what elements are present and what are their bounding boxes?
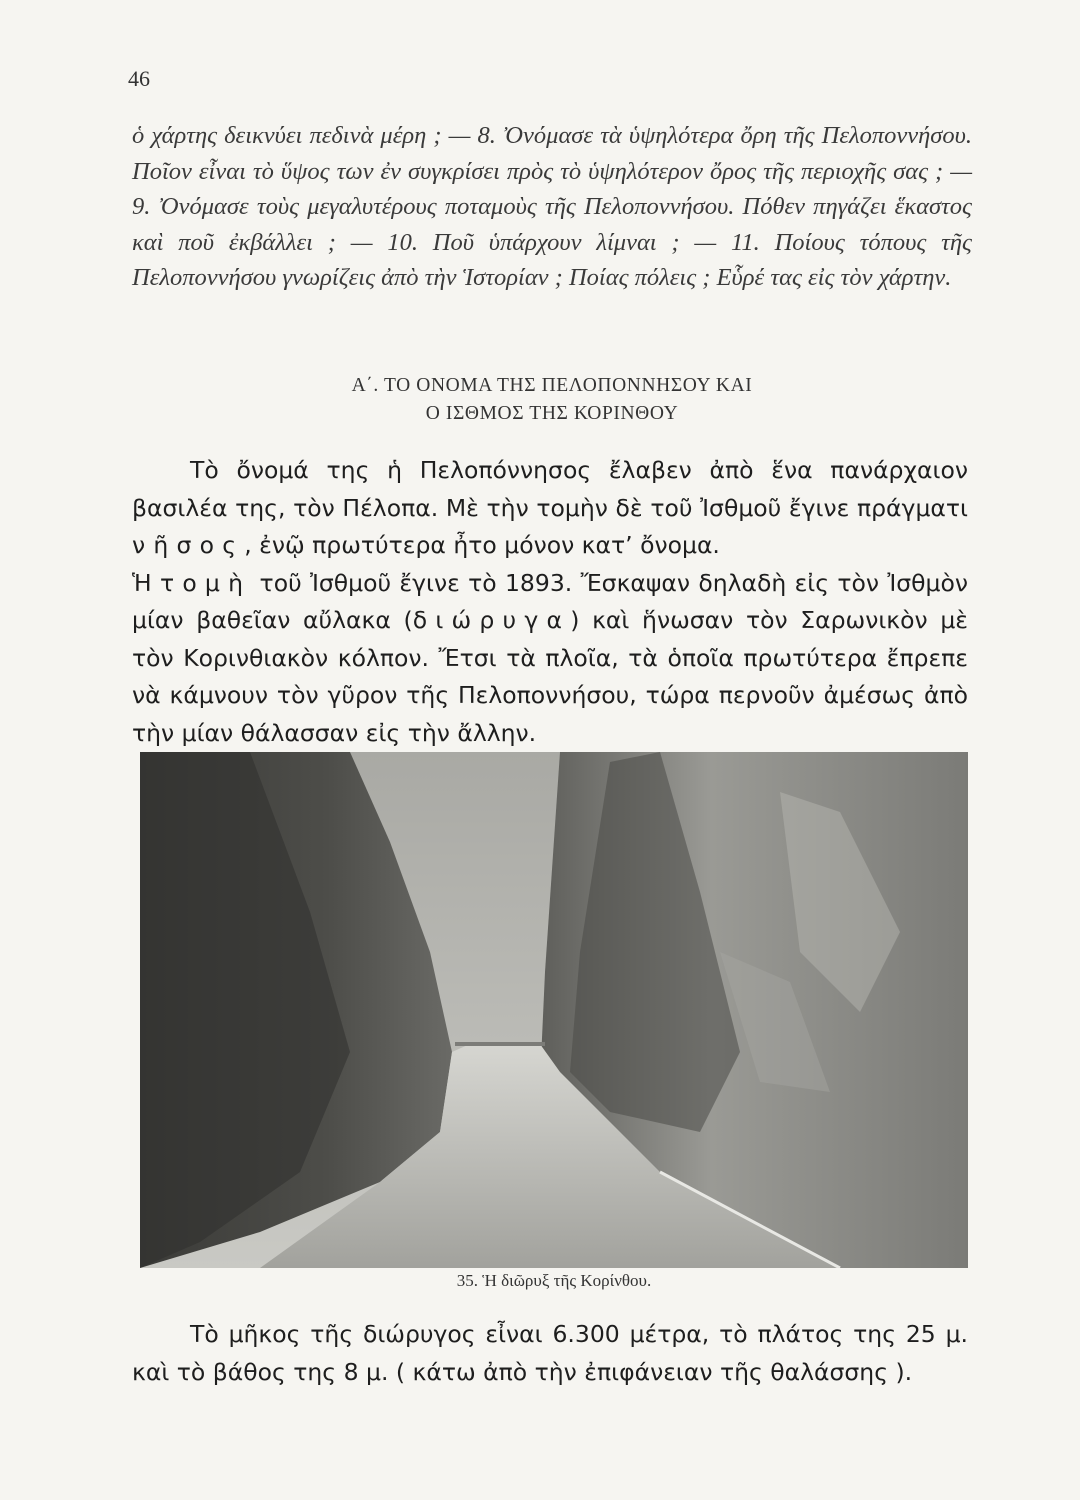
paragraph-text: Τὸ ὄνομά της ἡ Πελοπόννησος ἔλαβεν ἀπὸ ἕνα πανάρχαιον βασιλέα της, τὸν Πέλοπα. Μὲ τὴν τομὴν δὲ τοῦ Ἰσθμοῦ ἔγινε πράγματι bbox=[132, 456, 968, 522]
corinth-canal-photo bbox=[140, 752, 968, 1268]
emphasis-word: νῆσος bbox=[132, 531, 245, 559]
figure-caption: 35. Ἡ διῶρυξ τῆς Κορίνθου. bbox=[456, 1271, 652, 1290]
section-heading bbox=[132, 372, 972, 428]
emphasis-word: διώρυγα bbox=[412, 606, 571, 634]
paragraph-text: Ἡ bbox=[132, 568, 160, 597]
paragraph-text: τοῦ Ἰσθμοῦ ἔγινε τὸ 1893. Ἔσκαψαν δηλαδὴ εἰς τὸν Ἰσθμὸν μίαν βαθεῖαν αὔλακα ( bbox=[132, 568, 968, 634]
paragraph-text: , ἐνῷ πρωτύτερα ἦτο μόνον κατ’ ὄνομα. bbox=[244, 531, 720, 559]
paragraph-name-and-isthmus bbox=[132, 452, 968, 752]
section-heading-line-1: Α΄. ΤΟ ΟΝΟΜΑ ΤΗΣ ΠΕΛΟΠΟΝΝΗΣΟΥ ΚΑΙ bbox=[351, 375, 753, 396]
review-questions: ὁ χάρτης δεικνύει πεδινὰ μέρη ; — 8. Ὀνόμασε τὰ ὑψηλότερα ὄρη τῆς Πελοποννήσου. Ποῖον εἶναι τὸ ὕψος των ἐν συγκρίσει πρὸς τὸ ὑψηλότερον ὄρος τῆς περιοχῆς σας ; — 9. Ὀνόμασε τοὺς μεγαλυτέρους ποταμοὺς τῆς Πελοποννήσου. Πόθεν πηγάζει ἕκαστος καὶ ποῦ ἐκβάλλει ; — 10. Ποῦ ὑπάρχουν λίμναι ; — 11. Ποίους τόπους τῆς Πελοποννήσου γνωρίζεις ἀπὸ τὴν Ἱστορίαν ; Ποίας πόλεις ; Εὗρέ τας εἰς τὸν χάρτην. bbox=[132, 122, 972, 291]
paragraph-text: ) καὶ ἥνωσαν τὸν Σαρωνικὸν μὲ τὸν Κορινθιακὸν κόλπον. Ἔτσι τὰ πλοῖα, τὰ ὁποῖα πρωτύτερα ἔπρεπε νὰ κάμνουν τὸν γῦρον τῆς Πελοποννήσου, τώρα περνοῦν ἀμέσως ἀπὸ τὴν μίαν θάλασσαν εἰς τὴν ἄλλην. bbox=[132, 606, 968, 747]
emphasis-word: τομὴ bbox=[159, 568, 252, 597]
section-heading-line-2: Ο ΙΣΘΜΟΣ ΤΗΣ ΚΟΡΙΝΘΟΥ bbox=[425, 403, 679, 424]
page-number: 46 bbox=[128, 66, 150, 91]
paragraph-canal-dimensions: Τὸ μῆκος τῆς διώρυγος εἶναι 6.300 μέτρα, τὸ πλάτος της 25 μ. καὶ τὸ βάθος της 8 μ. ( κάτω ἀπὸ τὴν ἐπιφάνειαν τῆς θαλάσσης ). bbox=[132, 1320, 968, 1386]
canal-photo-illustration bbox=[140, 752, 968, 1268]
